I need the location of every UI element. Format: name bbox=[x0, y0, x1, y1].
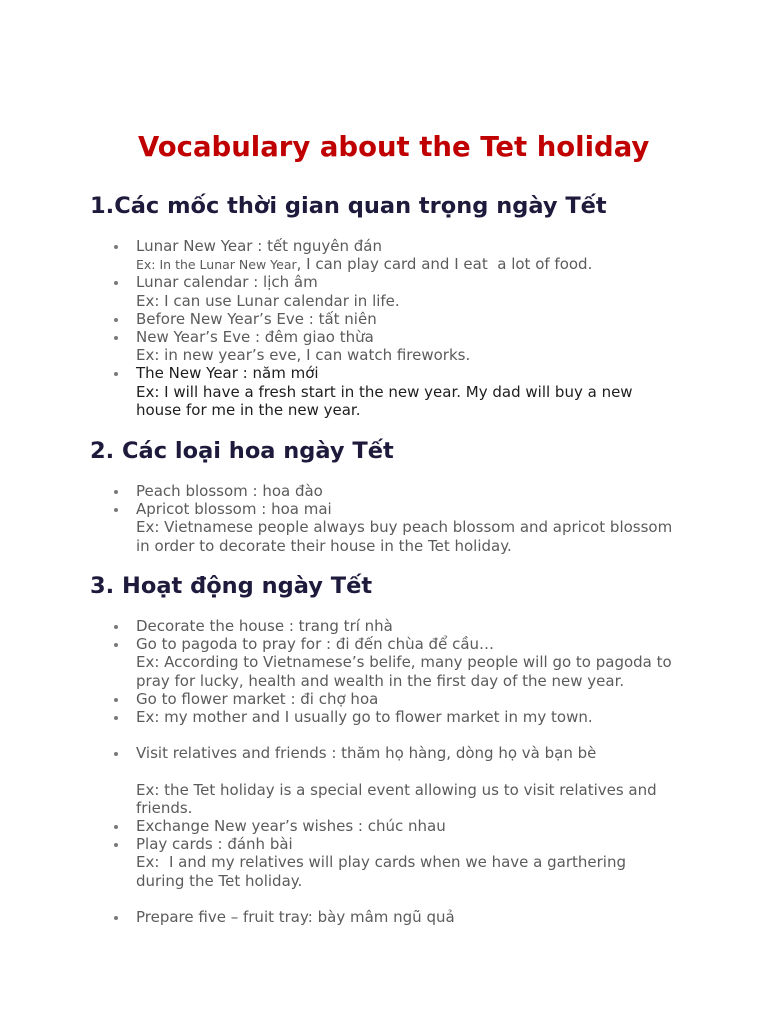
bullet-icon bbox=[114, 752, 118, 756]
vocab-term: Apricot blossom : hoa mai bbox=[136, 500, 332, 519]
vocab-list bbox=[136, 617, 672, 926]
vocab-item bbox=[136, 835, 672, 890]
vocab-term: Exchange New year’s wishes : chúc nhau bbox=[136, 817, 446, 836]
document-title: Vocabulary about the Tet holiday bbox=[138, 131, 650, 163]
vocab-term: Decorate the house : trang trí nhà bbox=[136, 617, 393, 635]
example-line: Ex: I and my relatives will play cards when we have a garthering bbox=[136, 853, 626, 872]
bullet-icon bbox=[114, 825, 118, 829]
example-lead: Ex: In the Lunar New Year bbox=[136, 257, 297, 273]
vocab-term: Play cards : đánh bài bbox=[136, 835, 293, 854]
vocab-item bbox=[136, 310, 633, 328]
vocab-term: Lunar calendar : lịch âm bbox=[136, 273, 318, 292]
example-line: Ex: the Tet holiday is a special event allowing us to visit relatives and bbox=[136, 780, 657, 799]
vocab-item bbox=[136, 273, 633, 309]
bullet-icon bbox=[114, 643, 118, 647]
vocab-item bbox=[136, 617, 672, 635]
example-line: Ex: I will have a fresh start in the new year. My dad will buy a new bbox=[136, 382, 633, 401]
bullet-icon bbox=[114, 625, 118, 629]
vocab-list bbox=[136, 237, 633, 419]
vocab-term: Prepare five – fruit tray: bày mâm ngũ quả bbox=[136, 908, 455, 926]
vocab-term: New Year’s Eve : đêm giao thừa bbox=[136, 327, 374, 346]
bullet-icon bbox=[114, 716, 118, 720]
vocab-item bbox=[136, 328, 633, 364]
section-heading: 2. Các loại hoa ngày Tết bbox=[90, 438, 394, 464]
vocab-item bbox=[136, 817, 672, 835]
bullet-icon bbox=[114, 843, 118, 847]
vocab-item bbox=[136, 482, 672, 500]
vocab-item bbox=[136, 690, 672, 708]
vocab-item bbox=[136, 237, 633, 273]
bullet-icon bbox=[114, 698, 118, 702]
vocab-list bbox=[136, 482, 672, 555]
vocab-term: Peach blossom : hoa đào bbox=[136, 482, 323, 500]
example-line: Ex: I can use Lunar calendar in life. bbox=[136, 291, 400, 310]
section-heading: 3. Hoạt động ngày Tết bbox=[90, 573, 373, 599]
vocab-term: Lunar New Year : tết nguyên đán bbox=[136, 237, 382, 255]
bullet-icon bbox=[114, 245, 118, 249]
example-line: friends. bbox=[136, 798, 193, 817]
bullet-icon bbox=[114, 490, 118, 494]
bullet-icon bbox=[114, 916, 118, 920]
bullet-icon bbox=[114, 281, 118, 285]
vocab-term: Visit relatives and friends : thăm họ hàng, dòng họ và bạn bè bbox=[136, 744, 597, 763]
example-line: Ex: Vietnamese people always buy peach blossom and apricot blossom bbox=[136, 518, 673, 537]
vocab-term: Go to flower market : đi chợ hoa bbox=[136, 689, 379, 708]
example-text: , I can play card and I eat a lot of food. bbox=[296, 255, 593, 274]
vocab-term: Go to pagoda to pray for : đi đến chùa để cầu… bbox=[136, 635, 495, 654]
bullet-icon bbox=[114, 336, 118, 340]
example-line: in order to decorate their house in the Tet holiday. bbox=[136, 536, 512, 555]
example-line: pray for lucky, health and wealth in the first day of the new year. bbox=[136, 671, 625, 690]
example-line: during the Tet holiday. bbox=[136, 871, 303, 890]
example-line: house for me in the new year. bbox=[136, 400, 361, 419]
vocab-item bbox=[136, 744, 672, 817]
example-line: Ex: According to Vietnamese’s belife, many people will go to pagoda to bbox=[136, 653, 672, 672]
example-line: Ex: my mother and I usually go to flower market in my town. bbox=[136, 707, 593, 726]
section-heading: 1.Các mốc thời gian quan trọng ngày Tết bbox=[90, 193, 607, 219]
bullet-icon bbox=[114, 508, 118, 512]
vocab-item bbox=[136, 908, 672, 926]
example-line bbox=[136, 255, 633, 273]
vocab-item bbox=[136, 364, 633, 419]
vocab-item bbox=[136, 708, 672, 726]
vocab-item bbox=[136, 635, 672, 690]
vocab-item bbox=[136, 500, 672, 555]
bullet-icon bbox=[114, 372, 118, 376]
vocab-term: The New Year : năm mới bbox=[136, 364, 319, 383]
example-line: Ex: in new year’s eve, I can watch fireworks. bbox=[136, 346, 471, 365]
vocab-term: Before New Year’s Eve : tất niên bbox=[136, 309, 377, 328]
bullet-icon bbox=[114, 318, 118, 322]
